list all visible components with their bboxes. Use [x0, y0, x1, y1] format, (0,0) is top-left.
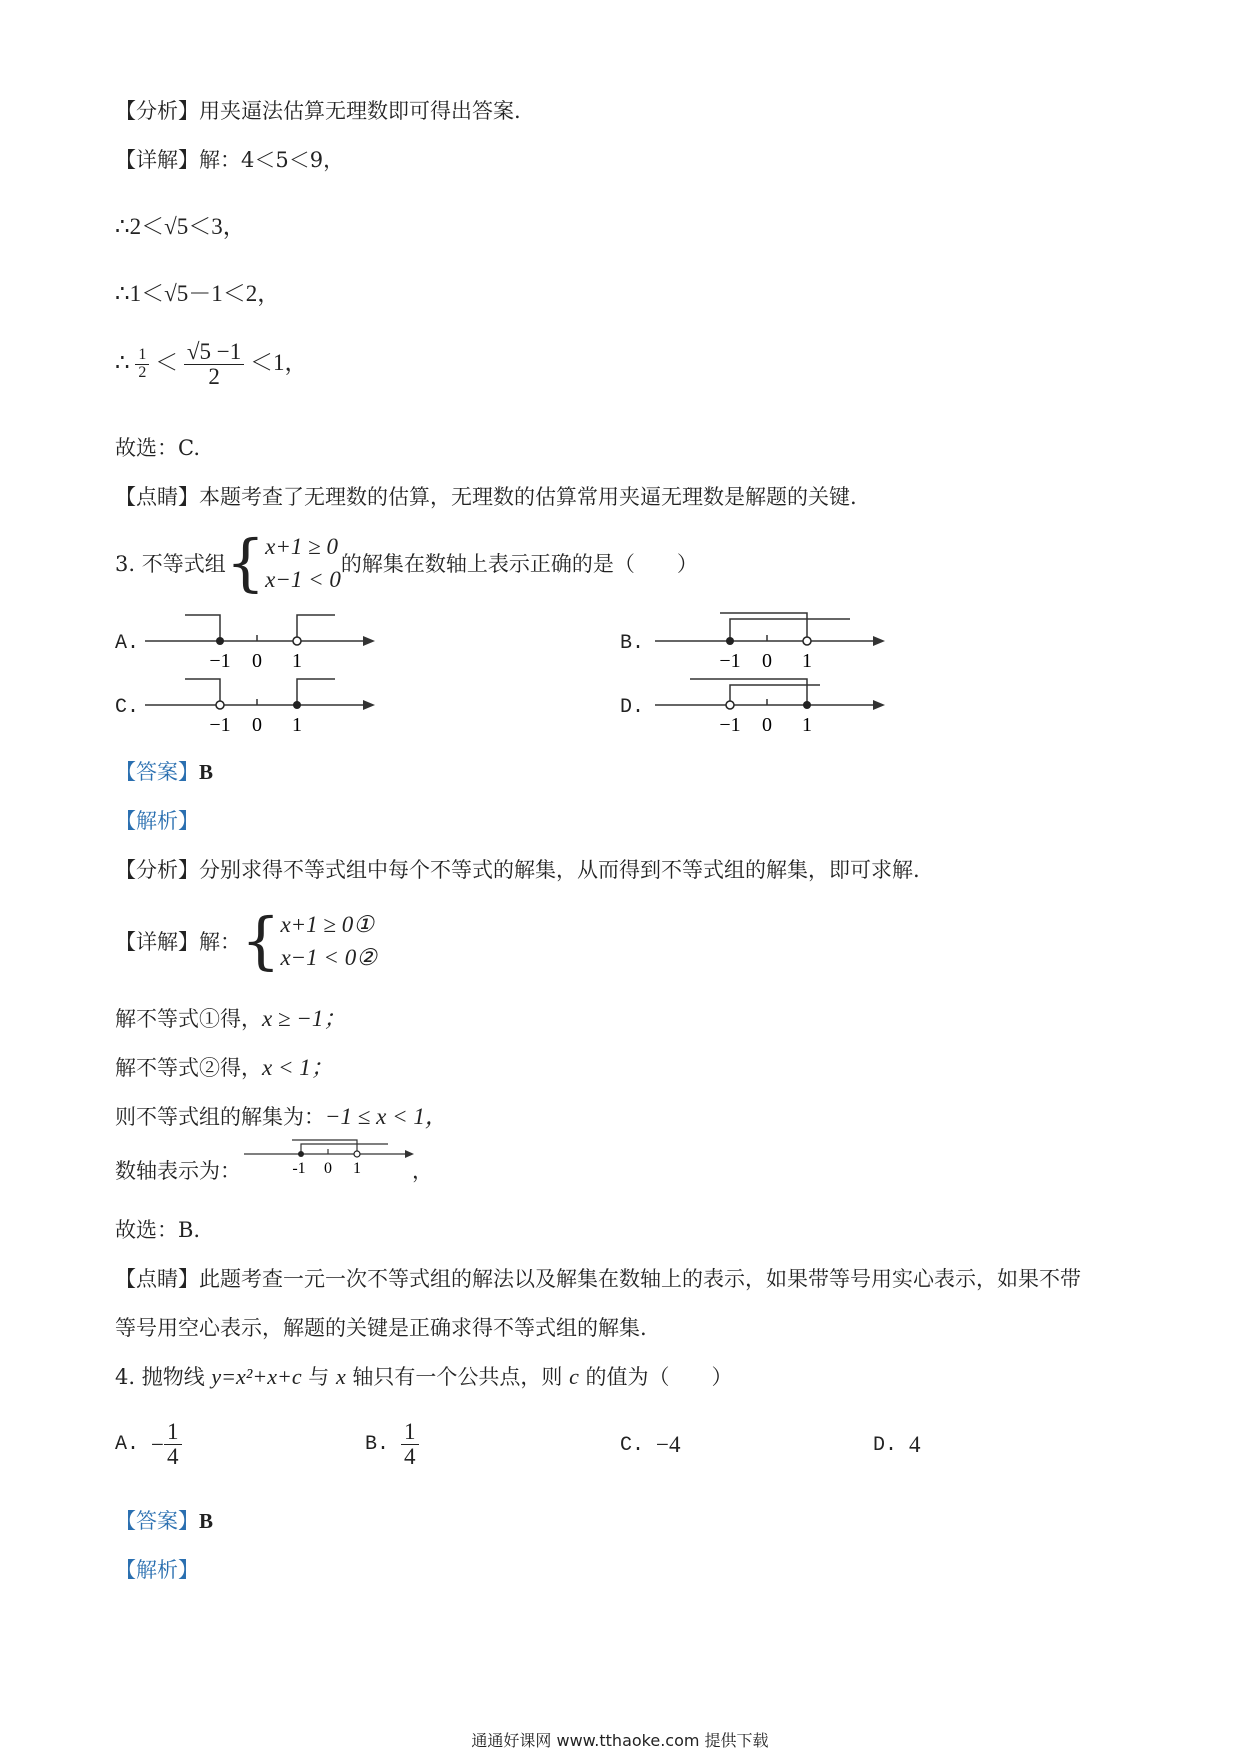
solve1-math: x ≥ −1；: [262, 1006, 347, 1031]
q4-stem-c: c: [569, 1364, 579, 1389]
system-brace: {: [225, 526, 266, 600]
hollow-dot: [216, 701, 224, 709]
option-b-num: 1: [401, 1420, 419, 1445]
tick-label-neg1: −1: [719, 650, 741, 672]
option-a-num: 1: [164, 1420, 182, 1445]
q3-solve1: [115, 1000, 346, 1033]
q3-option-d-label: D.: [620, 696, 645, 719]
axis-arrow: [363, 636, 375, 646]
answer-value: B: [199, 760, 214, 784]
axis-arrow: [873, 700, 885, 710]
detail-text: 解：4＜5＜9，: [199, 148, 345, 172]
q3-detail-numberline: [240, 1138, 420, 1178]
detail-ineq2: x−1 < 0②: [280, 945, 377, 971]
solve2-text: 解不等式②得，: [115, 1056, 262, 1080]
q3-solve2: [115, 1049, 334, 1082]
option-c-label: C.: [620, 1433, 645, 1457]
half-num: 1: [135, 347, 149, 365]
q3-detail-system: [280, 908, 376, 975]
solve2-math: x < 1；: [262, 1055, 334, 1080]
q4-stem-mid: 与: [301, 1365, 336, 1389]
answer-label: 【答案】: [115, 1509, 199, 1533]
q3-axis-text: 数轴表示为：: [115, 1159, 241, 1183]
option-a-den: 4: [167, 1444, 179, 1470]
q3-analysis: [115, 854, 920, 884]
sqrt5-fraction: [184, 340, 244, 389]
option-b-label: B.: [365, 1433, 390, 1457]
q3-option-c-label: C.: [115, 696, 140, 719]
comment-text-1: 此题考查一元一次不等式组的解法以及解集在数轴上的表示，如果带等号用实心表示，如果不带: [199, 1267, 1081, 1291]
q4-option-c: [620, 1432, 681, 1458]
detail-ineq1: x+1 ≥ 0①: [280, 912, 374, 937]
tick-label-0: 0: [762, 650, 772, 672]
q2-step1: ∴2＜√5＜3，: [115, 214, 246, 239]
tick-label-neg1: −1: [719, 714, 741, 736]
tick-label-neg1: −1: [209, 714, 231, 736]
set-math: −1 ≤ x < 1，: [325, 1104, 448, 1129]
q3-stem: [115, 526, 698, 600]
sqrt5-den: 2: [208, 364, 220, 390]
q3-option-a-numberline: [140, 605, 380, 675]
option-b-fraction: [401, 1420, 419, 1469]
ray-right: [297, 679, 335, 705]
detail-label: 【详解】: [115, 930, 199, 955]
page-footer: 通通好课网 www.tthaoke.com 提供下载: [471, 1731, 769, 1750]
answer-label: 【答案】: [115, 760, 199, 784]
q2-analysis: [115, 95, 521, 125]
tick-label-neg1: −1: [209, 650, 231, 672]
tick-label-1: 1: [292, 650, 302, 672]
q4-stem-x: x: [335, 1364, 346, 1389]
hollow-dot: [726, 701, 734, 709]
q4-stem: [115, 1361, 733, 1391]
option-a-sign: −: [151, 1431, 164, 1457]
q3-comment-line1: [115, 1263, 1081, 1293]
option-d-value: 4: [909, 1432, 921, 1457]
tick-label-0: 0: [324, 1160, 332, 1177]
q3-answer: [115, 756, 213, 786]
option-a-fraction: [164, 1420, 182, 1469]
q3-option-a-label: A.: [115, 632, 140, 655]
solve1-text: 解不等式①得，: [115, 1007, 262, 1031]
ray-right-from-neg1: [301, 1144, 388, 1154]
q2-detail: [115, 144, 344, 174]
analysis-label: 【分析】: [115, 858, 199, 882]
tick-label-1: 1: [802, 714, 812, 736]
q3-explain-label: 【解析】: [115, 809, 199, 833]
q3-stem-pre: 3. 不等式组: [115, 552, 226, 577]
q3-solution-set: [115, 1098, 448, 1131]
sqrt5-num: √5 −1: [184, 340, 244, 365]
q4-option-a: [115, 1420, 182, 1469]
q3-comment-line2: 等号用空心表示，解题的关键是正确求得不等式组的解集.: [115, 1316, 647, 1340]
q2-comment: [115, 481, 857, 511]
half-fraction: [135, 347, 149, 382]
comment-text: 本题考查了无理数的估算，无理数的估算常用夹逼无理数是解题的关键.: [199, 485, 857, 509]
q2-step2: ∴1＜√5－1＜2，: [115, 281, 281, 306]
set-text: 则不等式组的解集为：: [115, 1105, 325, 1129]
ray-right: [297, 615, 335, 641]
q3-choose: [115, 1214, 200, 1244]
ray-right-from-neg1: [730, 619, 850, 641]
solid-dot: [803, 701, 811, 709]
q3-ineq2: x−1 < 0: [265, 567, 341, 593]
q4-stem-post: 的值为（ ）: [578, 1365, 733, 1389]
option-d-label: D.: [873, 1433, 898, 1457]
ray-left: [185, 615, 220, 641]
comment-label: 【点睛】: [115, 485, 199, 509]
tick-label-0: 0: [252, 650, 262, 672]
q4-stem-pre: 4. 抛物线: [115, 1365, 212, 1389]
q3-option-b-numberline: [650, 605, 890, 675]
solid-dot: [298, 1151, 304, 1157]
q4-option-b: [365, 1420, 419, 1469]
q2-choose: 故选：C.: [115, 436, 200, 460]
hollow-dot: [354, 1151, 360, 1157]
half-den: 2: [138, 364, 147, 382]
q3-system: [265, 530, 341, 597]
step3-post: ＜1，: [250, 349, 308, 375]
solid-dot: [216, 637, 224, 645]
answer-value: B: [199, 1509, 214, 1533]
option-a-label: A.: [115, 1433, 140, 1457]
q3-option-c-numberline: [140, 669, 380, 739]
q4-answer: [115, 1505, 213, 1535]
option-c-value: −4: [656, 1432, 681, 1457]
hollow-dot: [803, 637, 811, 645]
detail-text: 解：: [199, 930, 241, 955]
tick-label-0: 0: [252, 714, 262, 736]
q3-detail: [115, 904, 377, 978]
q4-option-d: [873, 1432, 921, 1458]
q4-explain-label: 【解析】: [115, 1558, 199, 1582]
option-b-den: 4: [404, 1444, 416, 1470]
q2-step3: [115, 340, 308, 389]
q3-axis-post: ，: [412, 1159, 433, 1183]
comment-label: 【点睛】: [115, 1267, 199, 1291]
tick-label-1: 1: [353, 1160, 361, 1177]
analysis-text: 用夹逼法估算无理数即可得出答案.: [199, 99, 521, 123]
choose-text: 故选：B.: [115, 1218, 201, 1242]
solid-dot: [726, 637, 734, 645]
q4-stem-math: y=x²+x+c: [211, 1364, 302, 1389]
ray-left: [185, 679, 220, 705]
ray-left-from-1: [720, 613, 807, 641]
q3-stem-post: 的解集在数轴上表示正确的是（ ）: [340, 552, 698, 577]
axis-arrow: [873, 636, 885, 646]
tick-label-0: 0: [762, 714, 772, 736]
q4-stem-mid2: 轴只有一个公共点，则: [345, 1365, 570, 1389]
axis-arrow: [363, 700, 375, 710]
q3-option-d-numberline: [650, 669, 890, 739]
system-brace: {: [241, 904, 281, 978]
tick-label-neg1: -1: [292, 1160, 306, 1177]
analysis-label: 【分析】: [115, 99, 199, 123]
hollow-dot: [293, 637, 301, 645]
analysis-text: 分别求得不等式组中每个不等式的解集，从而得到不等式组的解集，即可求解.: [199, 858, 920, 882]
tick-label-1: 1: [292, 714, 302, 736]
tick-label-1: 1: [802, 650, 812, 672]
less-than: ＜: [155, 349, 179, 375]
q3-option-b-label: B.: [620, 632, 645, 655]
solid-dot: [293, 701, 301, 709]
q3-ineq1: x+1 ≥ 0: [265, 534, 339, 559]
detail-label: 【详解】: [115, 148, 199, 172]
therefore-sign: ∴: [115, 349, 130, 375]
ray-left-from-1: [690, 679, 807, 705]
